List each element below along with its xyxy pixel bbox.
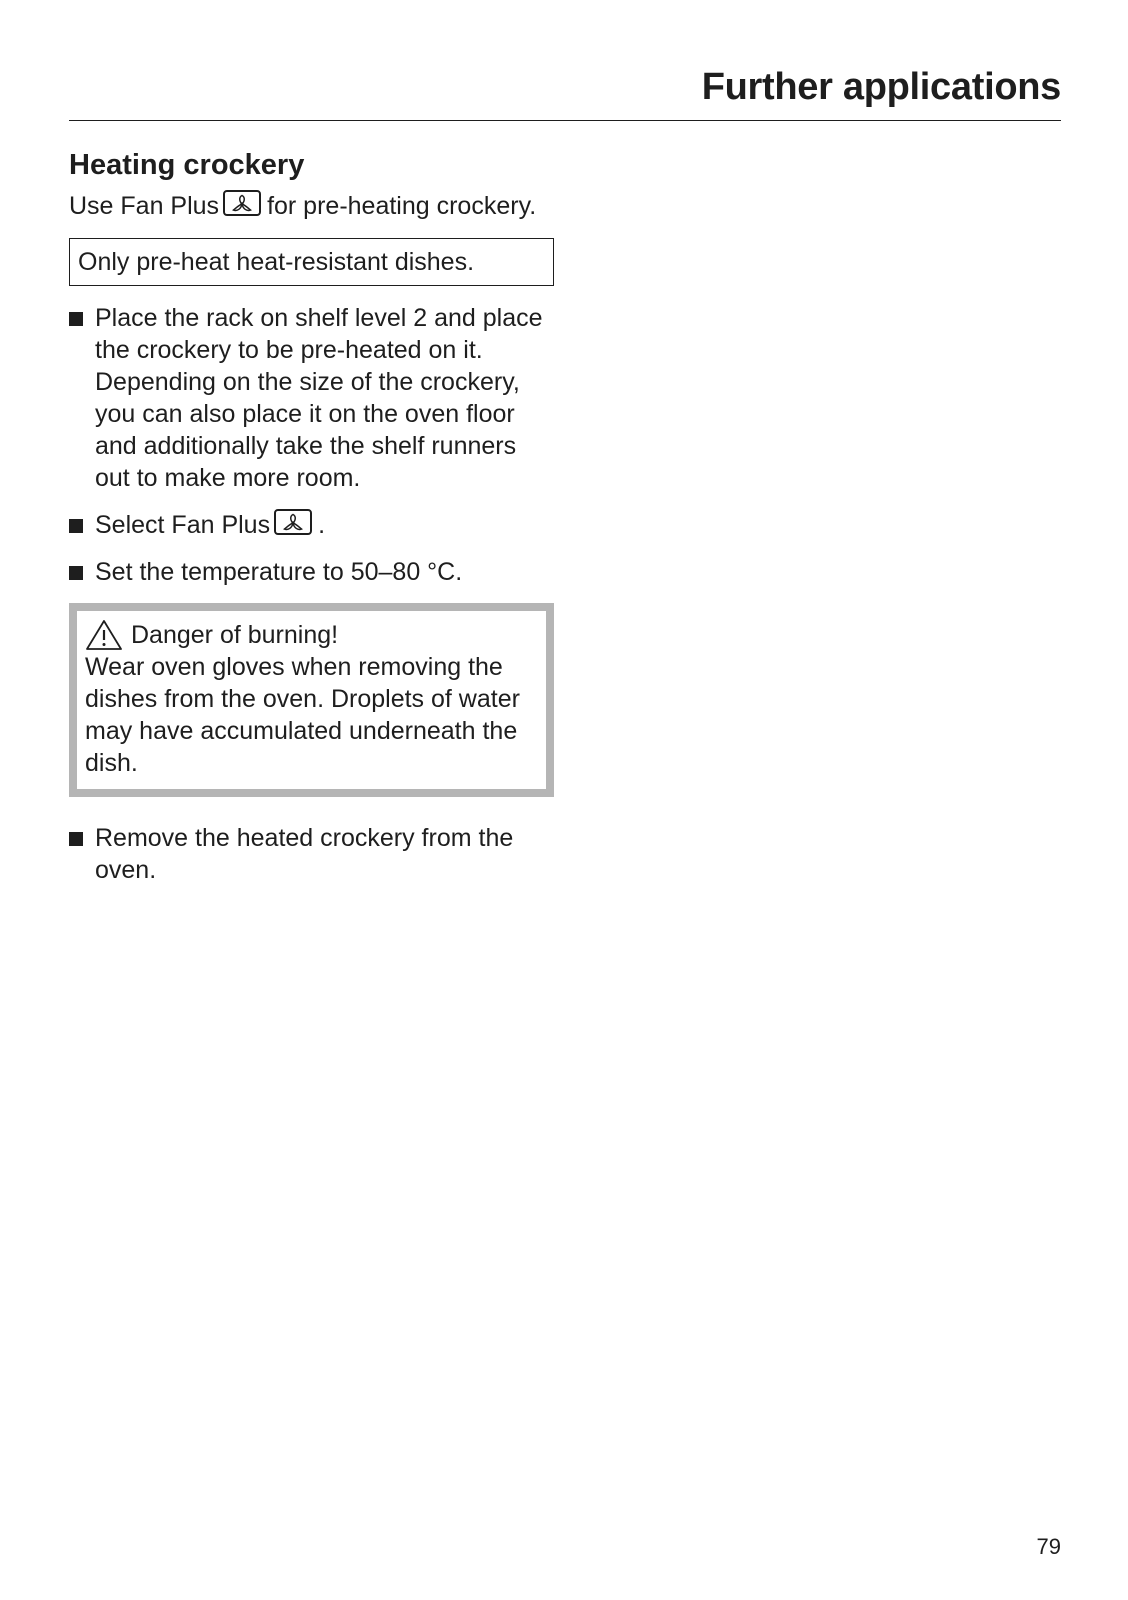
step-text: Select Fan Plus — [95, 511, 271, 539]
intro-paragraph — [69, 190, 554, 222]
bullet-square-icon — [69, 566, 83, 580]
step-text: Place the rack on shelf level 2 and place the crockery to be pre-heated on it. Depending on the size of the crockery, you can also place it on the oven floor and additionally take the shelf runners out to make more room. — [95, 304, 543, 492]
step-text: Remove the heated crockery from the oven. — [95, 824, 514, 884]
bullet-square-icon — [69, 312, 83, 326]
step-text-suffix: . — [318, 511, 326, 539]
bullet-square-icon — [69, 832, 83, 846]
step-item — [69, 556, 554, 588]
page-number: 79 — [1036, 1534, 1061, 1559]
page-title: Further applications — [701, 66, 1061, 108]
section-title: Heating crockery — [69, 149, 305, 181]
intro-text-end: for pre-heating crockery. — [267, 192, 537, 220]
intro-text-start: Use Fan Plus — [69, 192, 220, 220]
main-content — [69, 146, 554, 901]
warning-box — [69, 603, 554, 797]
warning-title: Danger of burning! — [131, 621, 339, 649]
step-item — [69, 302, 554, 494]
steps-list — [69, 302, 554, 588]
fan-plus-icon — [274, 509, 312, 535]
steps-list-continued — [69, 822, 554, 886]
note-box: Only pre-heat heat-resistant dishes. — [69, 238, 554, 286]
warning-body: Wear oven gloves when removing the dishes from the oven. Droplets of water may have accumulated underneath the dish. — [85, 653, 520, 777]
warning-heading — [85, 619, 536, 651]
bullet-square-icon — [69, 519, 83, 533]
fan-plus-icon — [223, 190, 261, 216]
page-header — [69, 60, 1061, 121]
step-item — [69, 822, 554, 886]
step-item — [69, 509, 554, 541]
warning-triangle-icon — [85, 619, 123, 651]
step-text: Set the temperature to 50–80 °C. — [95, 558, 463, 586]
